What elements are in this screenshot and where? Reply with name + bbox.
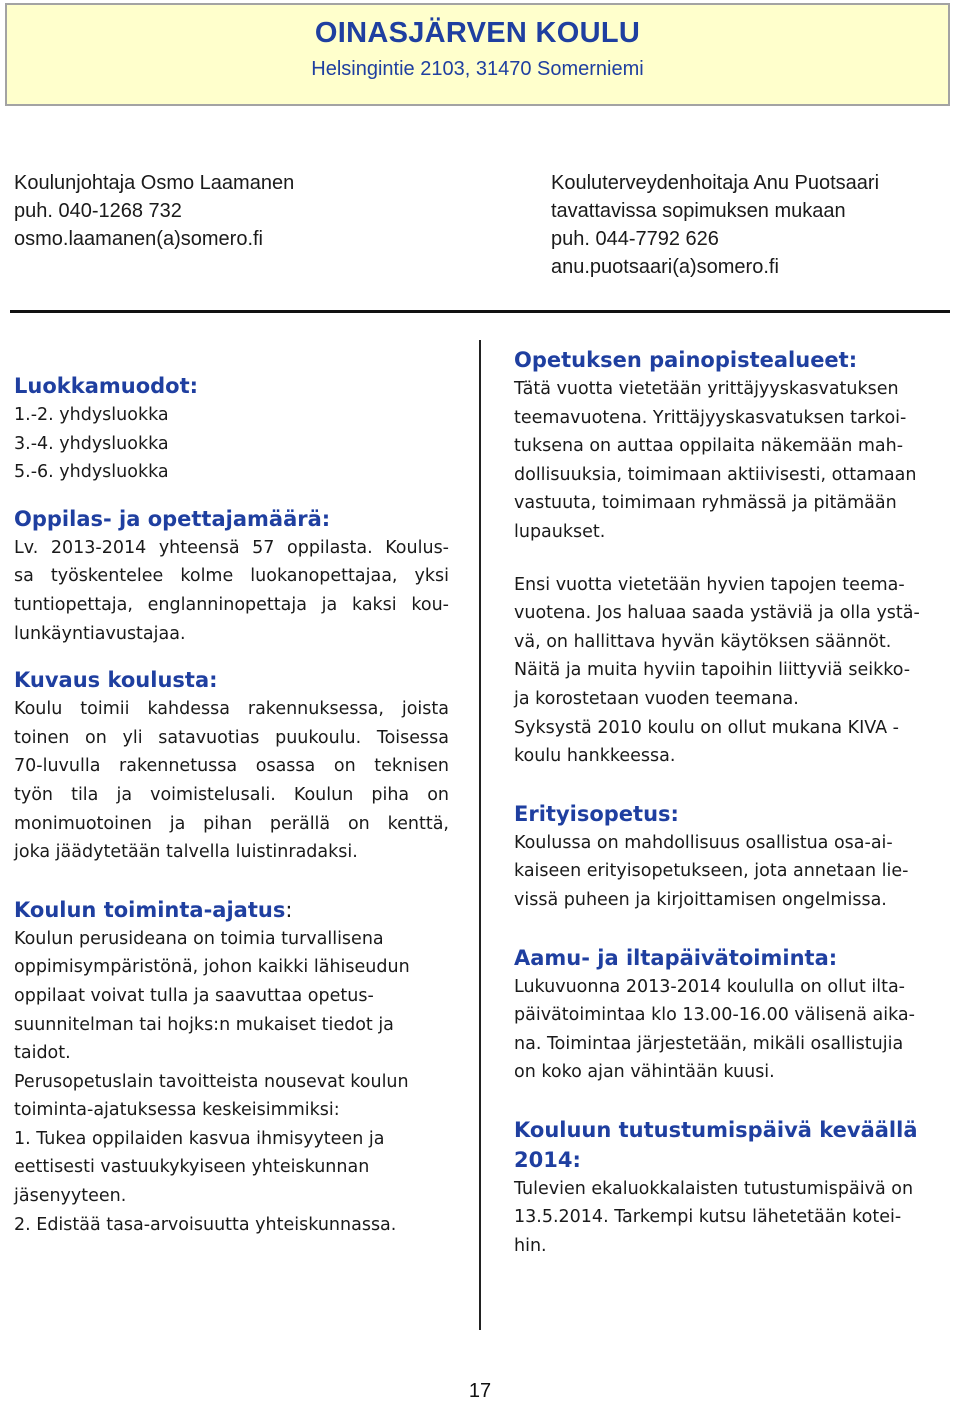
nurse-name: Kouluterveydenhoitaja Anu Puotsaari: [551, 172, 880, 194]
idea-line: Koulun perusideana on toimia turvallisena: [14, 928, 384, 949]
counts-text: [14, 534, 449, 648]
afterschool-line: na. Toimintaa järjestetään, mikäli osallistujia: [514, 1033, 904, 1054]
idea-line: 2. Edistää tasa-arvoisuutta yhteiskunnassa.: [14, 1214, 397, 1235]
idea-line: taidot.: [14, 1043, 71, 1064]
focus-line: Tätä vuotta vietetään yrittäjyyskasvatuksen: [514, 379, 899, 399]
focus-line: vastuuta, toimimaan ryhmässä ja pitämään: [514, 493, 897, 514]
idea-text: [14, 925, 449, 1240]
focus-line: Ensi vuotta vietetään hyvien tapojen teema-: [514, 574, 905, 595]
focus-line: tuksena on auttaa oppilaita näkemään mah-: [514, 436, 904, 457]
afterschool-line: Lukuvuonna 2013-2014 koululla on ollut ilta-: [514, 976, 905, 997]
focus-line: lupaukset.: [514, 521, 606, 542]
description-line: joka jäädytetään talvella luistinradaksi.: [14, 842, 358, 863]
page-number: 17: [468, 1380, 492, 1402]
nurse-phone: puh. 044-7792 626: [551, 228, 719, 250]
special-heading: Erityisopetus:: [514, 801, 679, 826]
focus-line: vä, on hallittava hyvän käytöksen säännöt.: [514, 631, 892, 652]
nurse-availability: tavattavissa sopimuksen mukaan: [551, 200, 846, 222]
idea-line: oppilaat voivat tulla ja saavuttaa opetus-: [14, 985, 374, 1006]
idea-heading-text: Koulun toiminta-ajatus: [14, 897, 286, 922]
description-line: työn tila ja voimistelusali. Koulun piha on: [14, 784, 449, 805]
special-line: vissä puheen ja kirjoittamisen ongelmissa.: [514, 889, 887, 910]
class-form-item: 1.-2. yhdysluokka: [14, 405, 169, 425]
idea-line: oppimisympäristönä, johon kaikki lähiseudun: [14, 957, 410, 978]
idea-line: jäsenyyteen.: [14, 1186, 127, 1207]
right-column: [514, 345, 950, 1261]
class-form-item: 5.-6. yhdysluokka: [14, 462, 169, 483]
visit-heading-line: 2014:: [514, 1147, 581, 1172]
description-text: [14, 695, 449, 867]
focus-line: vuotena. Jos haluaa saada ystäviä ja olla ystä-: [514, 603, 920, 624]
counts-line: Lv. 2013-2014 yhteensä 57 oppilasta. Koulus-: [14, 537, 449, 558]
principal-email: osmo.laamanen(a)somero.fi: [14, 228, 263, 250]
class-forms-heading: Luokkamuodot:: [14, 374, 199, 398]
idea-line: suunnitelman tai hojks:n mukaiset tiedot ja: [14, 1014, 394, 1035]
description-line: toinen on yli satavuotias puukoulu. Toisessa: [14, 727, 449, 748]
principal-contact: [14, 169, 294, 253]
class-form-item: 3.-4. yhdysluokka: [14, 433, 169, 454]
focus-line: ja korostetaan vuoden teemana.: [514, 688, 799, 709]
visit-line: 13.5.2014. Tarkempi kutsu lähetetään kotei-: [514, 1207, 902, 1228]
section-divider: [10, 310, 950, 313]
visit-line: Tulevien ekaluokkalaisten tutustumispäivä on: [514, 1178, 914, 1199]
focus-line: Näitä ja muita hyviin tapoihin liittyviä seikko-: [514, 660, 911, 681]
afterschool-text: [514, 973, 950, 1087]
special-text: [514, 829, 950, 915]
special-line: kaiseen erityisopetukseen, jota annetaan lie-: [514, 861, 909, 882]
principal-name: Koulunjohtaja Osmo Laamanen: [14, 172, 295, 194]
visit-heading: [514, 1115, 950, 1175]
focus-heading: Opetuksen painopistealueet:: [514, 348, 858, 372]
idea-line: eettisesti vastuukykyiseen yhteiskunnan: [14, 1157, 370, 1178]
class-forms-list: [14, 401, 449, 487]
description-line: monimuotoinen ja pihan perällä on kenttä,: [14, 813, 449, 834]
focus-line: dollisuuksia, toimimaan aktiivisesti, ottamaan: [514, 464, 917, 485]
focus-text-1: [514, 375, 950, 547]
description-line: Koulu toimii kahdessa rakennuksessa, joista: [14, 699, 449, 720]
visit-text: [514, 1175, 950, 1261]
focus-line: teemavuotena. Yrittäjyyskasvatuksen tarkoi-: [514, 407, 907, 428]
afterschool-heading: Aamu- ja iltapäivätoiminta:: [514, 945, 838, 970]
idea-heading-colon: :: [285, 897, 293, 922]
description-line: 70-luvulla rakennetussa osassa on teknisen: [14, 756, 449, 777]
column-divider: [479, 340, 481, 1330]
description-heading: Kuvaus koulusta:: [14, 668, 218, 693]
visit-line: hin.: [514, 1236, 547, 1257]
left-column: [14, 371, 449, 1239]
counts-line: tuntiopettaja, englanninopettaja ja kaksi kou-: [14, 594, 449, 615]
focus-line: koulu hankkeessa.: [514, 746, 676, 767]
principal-phone: puh. 040-1268 732: [14, 200, 182, 222]
afterschool-line: on koko ajan vähintään kuusi.: [514, 1062, 775, 1083]
special-line: Koulussa on mahdollisuus osallistua osa-ai-: [514, 832, 893, 853]
idea-line: Perusopetuslain tavoitteista nousevat koulun: [14, 1071, 409, 1092]
school-address: Helsingintie 2103, 31470 Somerniemi: [311, 58, 644, 80]
nurse-email: anu.puotsaari(a)somero.fi: [551, 256, 779, 278]
counts-line: sa työskentelee kolme luokanopettajaa, yksi: [14, 566, 449, 587]
focus-text-2: [514, 571, 950, 771]
afterschool-line: päivätoimintaa klo 13.00-16.00 välisenä aika-: [514, 1005, 915, 1026]
visit-heading-line: Kouluun tutustumispäivä keväällä: [514, 1117, 918, 1142]
idea-heading: [14, 895, 449, 925]
counts-heading: Oppilas- ja opettajamäärä:: [14, 506, 331, 531]
school-name: OINASJÄRVEN KOULU: [314, 17, 641, 49]
counts-line: lunkäyntiavustajaa.: [14, 623, 186, 644]
focus-line: Syksystä 2010 koulu on ollut mukana KIVA -: [514, 717, 899, 738]
idea-line: 1. Tukea oppilaiden kasvua ihmisyyteen ja: [14, 1128, 385, 1149]
nurse-contact: [551, 169, 879, 281]
school-header: [5, 3, 950, 106]
idea-line: toiminta-ajatuksessa keskeisimmiksi:: [14, 1100, 340, 1121]
